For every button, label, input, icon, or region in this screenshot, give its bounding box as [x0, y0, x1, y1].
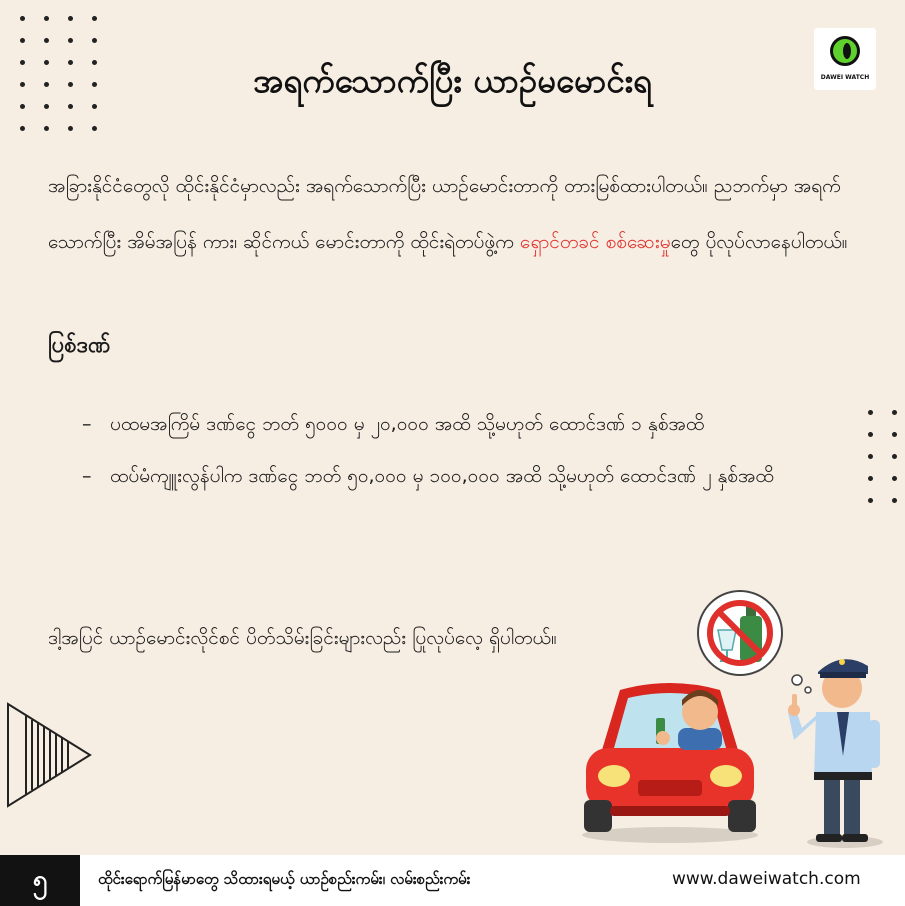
decorative-dot-grid	[868, 410, 905, 520]
penalty-text: ပထမအကြိမ် ဒဏ်ငွေ ဘတ် ၅၀၀၀ မှ ၂၀,၀၀၀ အထိ သို့မဟုတ် ထောင်ဒဏ် ၁ နှစ်အထိ	[110, 413, 705, 435]
intro-paragraph	[48, 158, 848, 270]
intro-highlight: ရှောင်တခင် စစ်ဆေးမှု	[519, 231, 671, 253]
no-alcohol-icon	[698, 591, 811, 693]
extra-paragraph: ဒါ့အပြင် ယာဉ်မောင်းလိုင်စင် ပိတ်သိမ်းခြင်းများလည်း ပြုလုပ်လေ့ ရှိပါတယ်။	[48, 627, 557, 649]
decorative-triangle	[4, 700, 94, 810]
intro-text-part1: အခြားနိုင်ငံတွေလို ထိုင်းနိုင်ငံမှာလည်း အရက်သောက်ပြီး ယာဉ်မောင်းတာကို တားမြစ်ထားပါတယ်။ ညဘက်မှာ အရက်သောက်ပြီး အိမ်အပြန် ကား၊ ဆိုင်ကယ် မောင်းတာကို ထိုင်းရဲတပ်ဖွဲ့က	[48, 175, 841, 253]
website-url: www.daweiwatch.com	[672, 869, 861, 889]
penalty-list	[82, 398, 862, 502]
dash-bullet: –	[82, 465, 92, 487]
dash-bullet: –	[82, 413, 92, 435]
penalty-text: ထပ်မံကျူးလွန်ပါက ဒဏ်ငွေ ဘတ် ၅၀,၀၀၀ မှ ၁၀၀,၀၀၀ အထိ သို့မဟုတ် ထောင်ဒဏ် ၂ နှစ်အထိ	[110, 465, 774, 487]
police-drunk-driver-illustration	[580, 580, 905, 850]
logo-text: DAWEI WATCH	[820, 74, 870, 81]
police-officer	[788, 659, 883, 848]
penalty-heading: ပြစ်ဒဏ်	[48, 333, 111, 358]
dawei-watch-logo	[814, 28, 876, 90]
page-number: ၅	[0, 855, 80, 906]
list-item	[82, 398, 862, 450]
list-item	[82, 450, 862, 502]
series-title: ထိုင်းရောက်မြန်မာတွေ သိထားရမယ့် ယာဉ်စည်းကမ်း၊ လမ်းစည်းကမ်း	[98, 870, 471, 888]
eye-icon	[830, 36, 860, 66]
page-title: အရက်သောက်ပြီး ယာဉ်မမောင်းရ	[253, 61, 652, 100]
intro-text-part2: တွေ ပိုလုပ်လာနေပါတယ်။	[670, 231, 848, 253]
red-car	[582, 683, 758, 843]
